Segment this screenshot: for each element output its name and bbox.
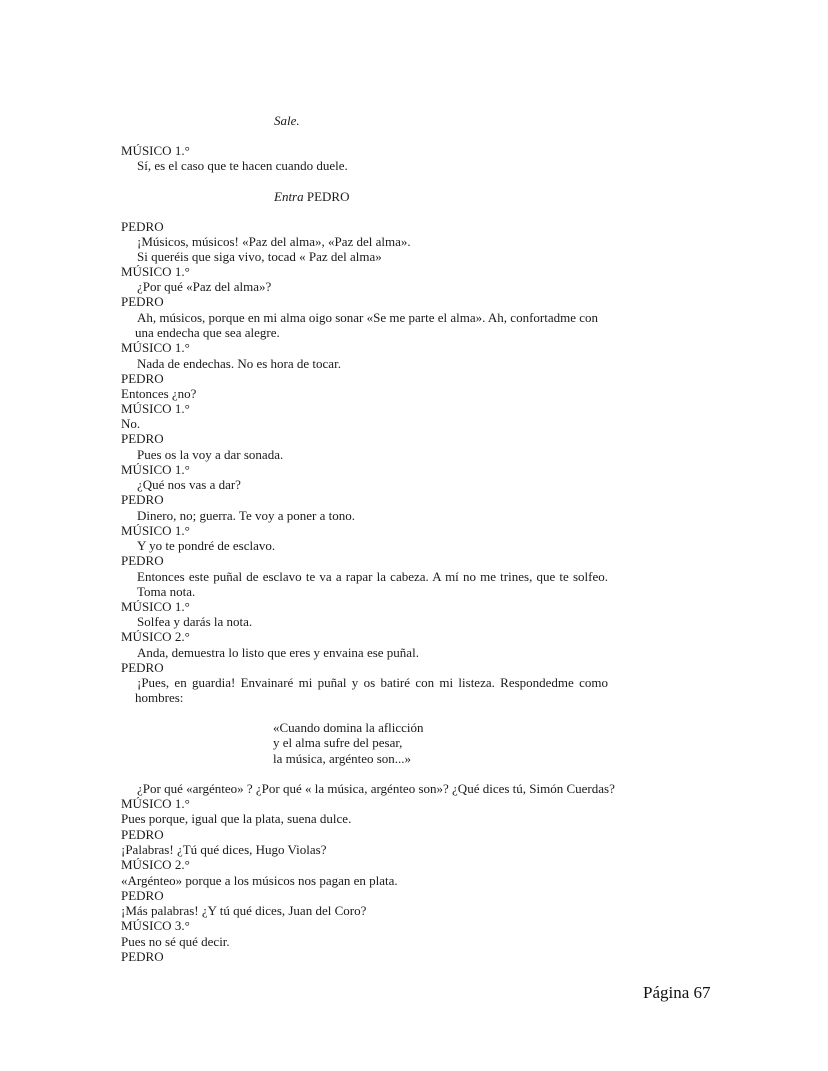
speaker-name: MÚSICO 1.° [121,523,190,538]
verse-line: y el alma sufre del pesar, [273,735,403,750]
dialogue-line: Pues os la voy a dar sonada. [137,447,284,462]
dialogue-line: ¿Por qué «argénteo» ? ¿Por qué « la música, argénteo son»? ¿Qué dices tú, Simón Cuerdas? [137,781,615,796]
dialogue-line: Solfea y darás la nota. [137,614,253,629]
dialogue-line: ¡Más palabras! ¿Y tú qué dices, Juan del Coro? [121,903,367,918]
verse-line: «Cuando domina la aflicción [273,720,424,735]
speaker-name: PEDRO [121,371,164,386]
dialogue-line: ¿Qué nos vas a dar? [137,477,241,492]
dialogue-line: Pues no sé qué decir. [121,934,230,949]
speaker-name: MÚSICO 1.° [121,599,190,614]
dialogue-line: Entonces este puñal de esclavo te va a rapar la cabeza. A mí no me trines, que te solfeo. [137,569,608,584]
speaker-name: PEDRO [121,294,164,309]
dialogue-line: Y yo te pondré de esclavo. [137,538,276,553]
speaker-name: PEDRO [121,660,164,675]
speaker-name: PEDRO [121,949,164,964]
speaker-name: MÚSICO 1.° [121,340,190,355]
dialogue-line: Dinero, no; guerra. Te voy a poner a tono. [137,508,355,523]
speaker-name: PEDRO [121,431,164,446]
dialogue-line: Entonces ¿no? [121,386,197,401]
dialogue-line: ¡Palabras! ¿Tú qué dices, Hugo Violas? [121,842,327,857]
speaker-name: MÚSICO 1.° [121,143,190,158]
dialogue-line: Ah, músicos, porque en mi alma oigo sonar «Se me parte el alma». Ah, confortadme con [137,310,599,325]
speaker-name: PEDRO [121,888,164,903]
dialogue-line: una endecha que sea alegre. [135,325,280,340]
speaker-name: MÚSICO 1.° [121,264,190,279]
verse-line: la música, argénteo son...» [273,751,412,766]
dialogue-line: «Argénteo» porque a los músicos nos pagan en plata. [121,873,398,888]
dialogue-line: Toma nota. [137,584,196,599]
dialogue-line: Anda, demuestra lo listo que eres y envaina ese puñal. [137,645,419,660]
dialogue-line: ¡Músicos, músicos! «Paz del alma», «Paz del alma». [137,234,411,249]
page-number: Página 67 [643,983,711,1002]
stage-direction-enter-name: PEDRO [306,189,350,204]
speaker-name: PEDRO [121,219,164,234]
speaker-name: MÚSICO 2.° [121,857,190,872]
dialogue-line: Pues porque, igual que la plata, suena dulce. [121,811,352,826]
dialogue-line: ¿Por qué «Paz del alma»? [137,279,272,294]
speaker-name: MÚSICO 1.° [121,401,190,416]
stage-direction-exit: Sale. [274,113,300,128]
speaker-name: MÚSICO 1.° [121,462,190,477]
stage-direction-enter-verb: Entra [274,189,304,204]
dialogue-line: Nada de endechas. No es hora de tocar. [137,356,341,371]
dialogue-line: ¡Pues, en guardia! Envainaré mi puñal y os batiré con mi listeza. Respondedme como [137,675,608,690]
dialogue-line: Si queréis que siga vivo, tocad « Paz del alma» [137,249,382,264]
dialogue-line: hombres: [135,690,184,705]
speaker-name: PEDRO [121,553,164,568]
dialogue-line: Sí, es el caso que te hacen cuando duele. [137,158,348,173]
speaker-name: MÚSICO 3.° [121,918,190,933]
dialogue-line: No. [121,416,141,431]
stage-direction-enter [274,189,350,204]
speaker-name: MÚSICO 2.° [121,629,190,644]
speaker-name: MÚSICO 1.° [121,796,190,811]
speaker-name: PEDRO [121,827,164,842]
speaker-name: PEDRO [121,492,164,507]
